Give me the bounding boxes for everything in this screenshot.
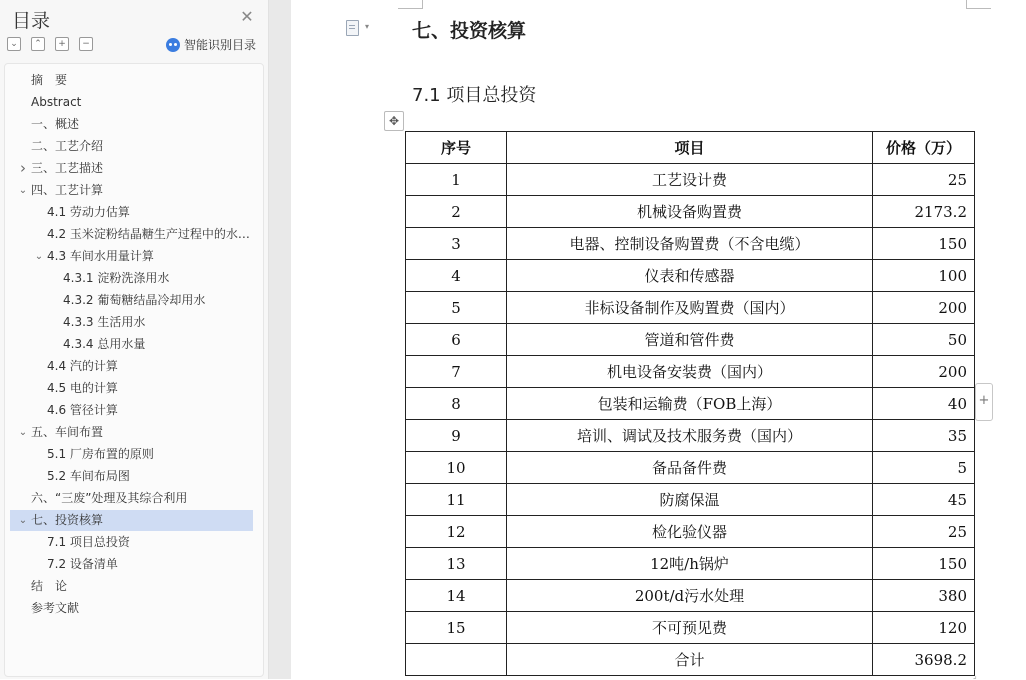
- item-name-cell[interactable]: 12吨/h锅炉: [507, 548, 873, 580]
- table-move-icon[interactable]: ✥: [384, 111, 404, 131]
- toc-item[interactable]: [5, 444, 257, 465]
- chevron-down-icon[interactable]: ▾: [365, 22, 370, 31]
- item-name-cell[interactable]: 防腐保温: [507, 484, 873, 516]
- row-index-cell[interactable]: 12: [406, 516, 507, 548]
- price-cell[interactable]: 200: [873, 292, 975, 324]
- toc-item[interactable]: [5, 554, 257, 575]
- row-index-cell[interactable]: 10: [406, 452, 507, 484]
- toc-item-label: 4.3.3 生活用水: [63, 315, 146, 329]
- toc-item-label: Abstract: [31, 95, 82, 109]
- toc-item[interactable]: [10, 510, 253, 531]
- toc-item-label: 二、工艺介绍: [31, 139, 104, 153]
- toc-item[interactable]: [5, 532, 257, 553]
- row-index-cell[interactable]: 14: [406, 580, 507, 612]
- table-resize-icon[interactable]: ⌟: [973, 671, 977, 680]
- row-index-cell[interactable]: 15: [406, 612, 507, 644]
- item-name-cell[interactable]: 管道和管件费: [507, 324, 873, 356]
- item-name-cell[interactable]: 机械设备购置费: [507, 196, 873, 228]
- toc-item-label: 4.6 管径计算: [47, 403, 118, 417]
- toc-item[interactable]: [5, 466, 257, 487]
- item-name-cell[interactable]: 合计: [507, 644, 873, 676]
- table-row: [406, 612, 975, 644]
- toc-item[interactable]: [5, 158, 257, 179]
- toc-item[interactable]: [5, 422, 257, 443]
- item-name-cell[interactable]: 备品备件费: [507, 452, 873, 484]
- column-header: 项目: [507, 132, 873, 164]
- toc-item-label: 摘 要: [31, 73, 68, 87]
- toc-item[interactable]: [5, 114, 257, 135]
- toc-item[interactable]: [5, 202, 257, 223]
- price-cell[interactable]: 2173.2: [873, 196, 975, 228]
- chevron-down-icon[interactable]: ⌄: [18, 427, 28, 438]
- table-row: [406, 324, 975, 356]
- row-index-cell[interactable]: 4: [406, 260, 507, 292]
- toc-item-label: 五、车间布置: [31, 425, 104, 439]
- toc-item[interactable]: [5, 598, 257, 619]
- row-index-cell[interactable]: 8: [406, 388, 507, 420]
- toc-item-label: 4.3.4 总用水量: [63, 337, 146, 351]
- column-header: 序号: [406, 132, 507, 164]
- table-row: [406, 420, 975, 452]
- table-row: [406, 388, 975, 420]
- row-index-cell[interactable]: 5: [406, 292, 507, 324]
- table-row: [406, 516, 975, 548]
- toc-item-label: 4.5 电的计算: [47, 381, 118, 395]
- item-name-cell[interactable]: 包装和运输费（FOB上海）: [507, 388, 873, 420]
- price-cell[interactable]: 380: [873, 580, 975, 612]
- column-header: 价格（万）: [873, 132, 975, 164]
- toc-item[interactable]: [5, 224, 257, 245]
- toc-item-label: 4.3.2 葡萄糖结晶冷却用水: [63, 293, 206, 307]
- item-name-cell[interactable]: 非标设备制作及购置费（国内）: [507, 292, 873, 324]
- toc-item-label: 5.1 厂房布置的原则: [47, 447, 154, 461]
- crop-mark: [966, 0, 991, 9]
- table-row: [406, 164, 975, 196]
- toc-item-label: 六、“三废”处理及其综合利用: [31, 491, 188, 505]
- toc-item-label: 4.3 车间水用量计算: [47, 249, 154, 263]
- toc-item-label: 4.2 玉米淀粉结晶糖生产过程中的水…: [47, 227, 250, 241]
- chevron-down-icon[interactable]: ⌄: [18, 185, 28, 196]
- add-heading-icon[interactable]: +: [55, 37, 69, 51]
- collapse-all-icon[interactable]: ⌄: [7, 37, 21, 51]
- toc-item-label: 七、投资核算: [31, 513, 104, 527]
- toc-item[interactable]: [5, 92, 257, 113]
- item-name-cell[interactable]: 工艺设计费: [507, 164, 873, 196]
- toc-item-label: 7.1 项目总投资: [47, 535, 130, 549]
- table-row: [406, 452, 975, 484]
- table-header-row: [406, 132, 975, 164]
- chevron-down-icon[interactable]: ⌄: [18, 515, 28, 526]
- toc-item-label: 参考文献: [31, 601, 80, 615]
- item-name-cell[interactable]: 不可预见费: [507, 612, 873, 644]
- toc-toolbar: [7, 37, 93, 51]
- toc-item[interactable]: [5, 400, 257, 421]
- table-row: [406, 644, 975, 676]
- price-cell[interactable]: 50: [873, 324, 975, 356]
- toc-item[interactable]: [5, 488, 257, 509]
- toc-item[interactable]: [5, 378, 257, 399]
- price-cell[interactable]: 45: [873, 484, 975, 516]
- table-row: [406, 548, 975, 580]
- toc-item-label: 5.2 车间布局图: [47, 469, 130, 483]
- table-row: [406, 580, 975, 612]
- table-row: [406, 292, 975, 324]
- toc-item[interactable]: [5, 334, 257, 355]
- page-gutter: [269, 0, 291, 679]
- table-row: [406, 356, 975, 388]
- add-column-button[interactable]: +: [975, 383, 993, 421]
- toc-sidebar: [0, 0, 268, 679]
- toc-item[interactable]: [5, 268, 257, 289]
- toc-item[interactable]: [5, 290, 257, 311]
- price-cell[interactable]: 150: [873, 228, 975, 260]
- table-row: [406, 260, 975, 292]
- toc-item-label: 一、概述: [31, 117, 80, 131]
- crop-mark: [398, 0, 423, 9]
- table-row: [406, 228, 975, 260]
- toc-item-label: 4.3.1 淀粉洗涤用水: [63, 271, 170, 285]
- row-index-cell[interactable]: 13: [406, 548, 507, 580]
- table-row: [406, 196, 975, 228]
- row-index-cell[interactable]: 11: [406, 484, 507, 516]
- row-index-cell[interactable]: 3: [406, 228, 507, 260]
- toc-item[interactable]: [5, 246, 257, 267]
- row-index-cell[interactable]: 7: [406, 356, 507, 388]
- toc-list: [4, 63, 264, 677]
- heading-1: 七、投资核算: [412, 20, 527, 42]
- expand-all-icon[interactable]: ⌃: [31, 37, 45, 51]
- toc-item-label: 四、工艺计算: [31, 183, 104, 197]
- investment-table: [405, 131, 975, 676]
- item-name-cell[interactable]: 机电设备安装费（国内）: [507, 356, 873, 388]
- price-cell[interactable]: 120: [873, 612, 975, 644]
- toc-item[interactable]: [5, 312, 257, 333]
- smart-recognize-icon: [166, 38, 180, 52]
- table-row: [406, 484, 975, 516]
- row-index-cell[interactable]: 2: [406, 196, 507, 228]
- heading-2: 7.1 项目总投资: [412, 85, 537, 106]
- item-name-cell[interactable]: 仪表和传感器: [507, 260, 873, 292]
- toc-item-label: 4.4 汽的计算: [47, 359, 118, 373]
- price-cell[interactable]: 200: [873, 356, 975, 388]
- item-name-cell[interactable]: 200t/d污水处理: [507, 580, 873, 612]
- item-name-cell[interactable]: 电器、控制设备购置费（不含电缆）: [507, 228, 873, 260]
- toc-item[interactable]: [5, 356, 257, 377]
- smart-recognize-button[interactable]: [166, 36, 256, 53]
- row-index-cell[interactable]: [406, 644, 507, 676]
- remove-heading-icon[interactable]: −: [79, 37, 93, 51]
- price-cell[interactable]: 150: [873, 548, 975, 580]
- price-cell[interactable]: 25: [873, 164, 975, 196]
- toc-item[interactable]: [5, 70, 257, 91]
- price-cell[interactable]: 5: [873, 452, 975, 484]
- toc-item-label: 三、工艺描述: [31, 161, 104, 175]
- row-index-cell[interactable]: 9: [406, 420, 507, 452]
- toc-item-label: 4.1 劳动力估算: [47, 205, 130, 219]
- toc-item[interactable]: [5, 180, 257, 201]
- paragraph-icon[interactable]: [346, 20, 359, 36]
- row-index-cell[interactable]: 6: [406, 324, 507, 356]
- price-cell[interactable]: 100: [873, 260, 975, 292]
- toc-item-label: 结 论: [31, 579, 68, 593]
- chevron-down-icon[interactable]: ⌄: [34, 251, 44, 262]
- price-cell[interactable]: 40: [873, 388, 975, 420]
- close-icon[interactable]: ✕: [240, 7, 254, 26]
- price-cell[interactable]: 35: [873, 420, 975, 452]
- price-cell[interactable]: 3698.2: [873, 644, 975, 676]
- toc-item[interactable]: [5, 136, 257, 157]
- item-name-cell[interactable]: 检化验仪器: [507, 516, 873, 548]
- toc-item-label: 7.2 设备清单: [47, 557, 118, 571]
- sidebar-title: 目录: [12, 10, 51, 32]
- smart-recognize-label: 智能识别目录: [184, 38, 257, 52]
- row-index-cell[interactable]: 1: [406, 164, 507, 196]
- toc-item[interactable]: [5, 576, 257, 597]
- price-cell[interactable]: 25: [873, 516, 975, 548]
- item-name-cell[interactable]: 培训、调试及技术服务费（国内）: [507, 420, 873, 452]
- chevron-right-icon[interactable]: ›: [20, 159, 26, 177]
